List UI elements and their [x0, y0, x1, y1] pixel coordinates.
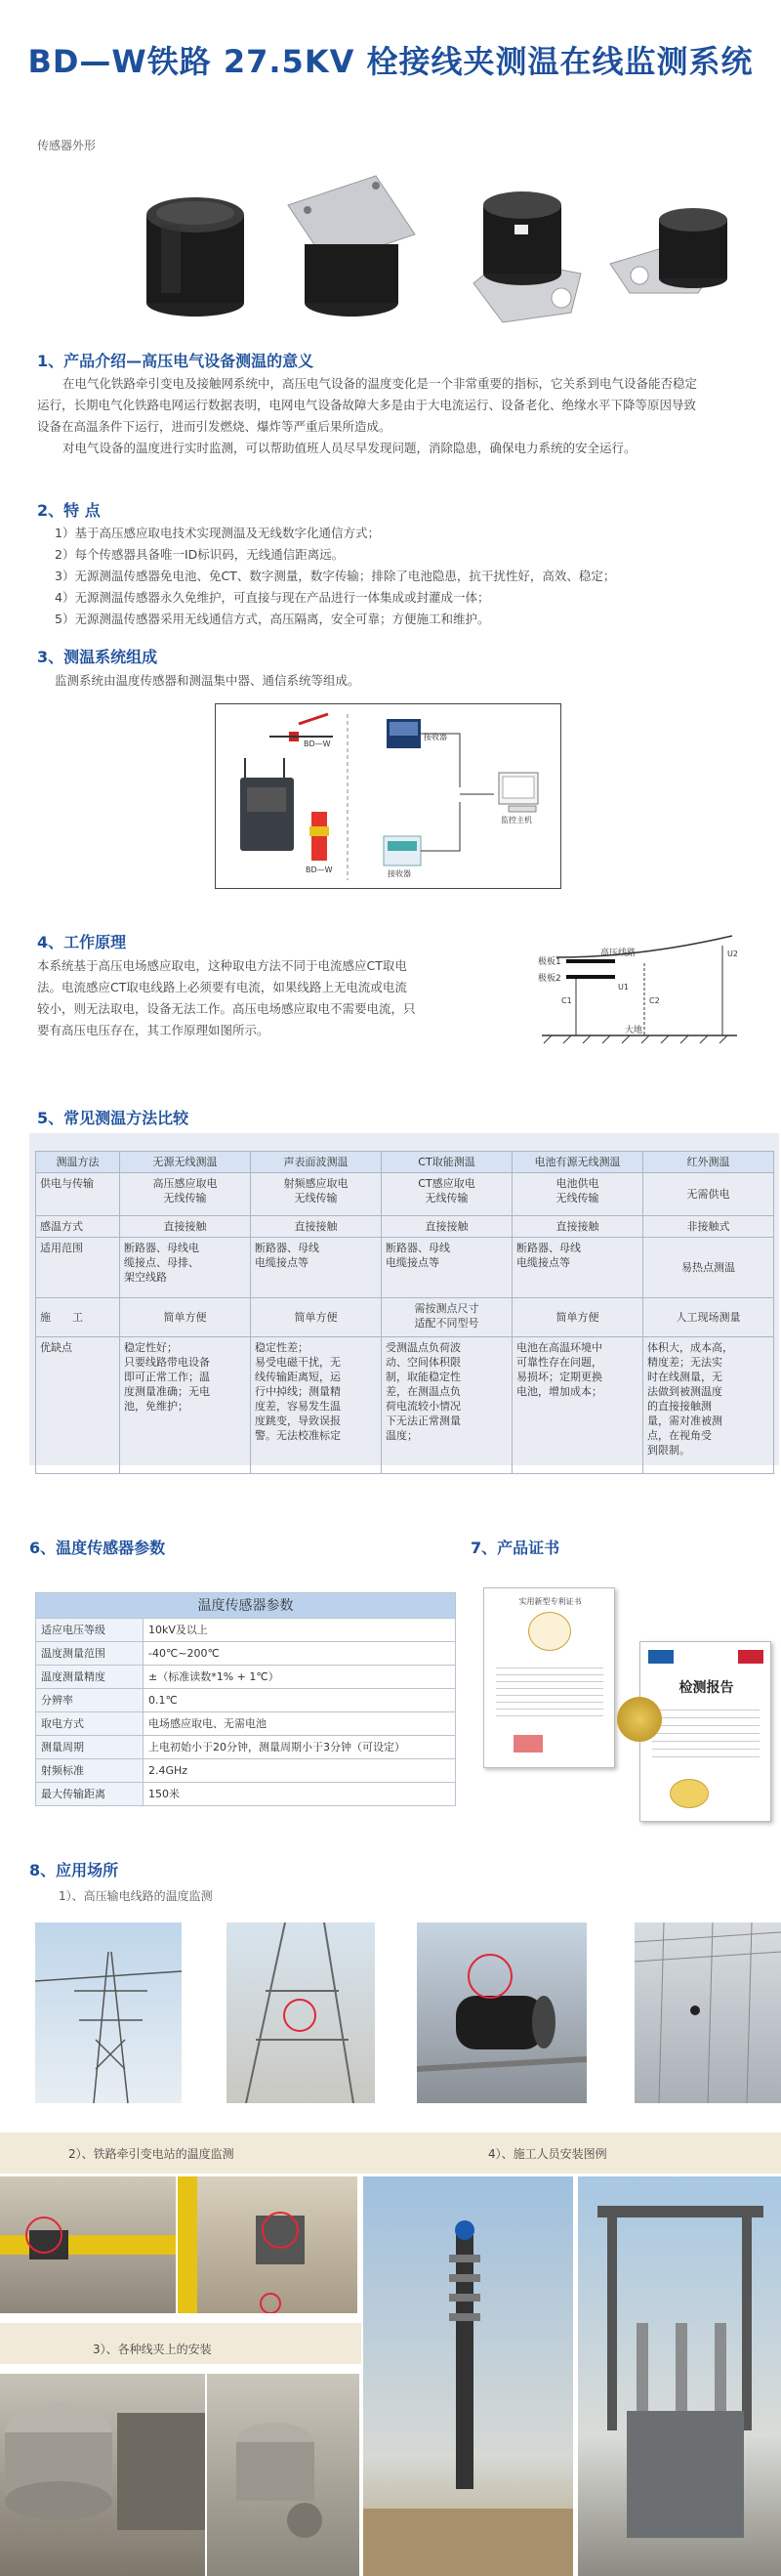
table-header-cell: 声表面波测温 — [251, 1152, 382, 1173]
param-value: 2.4GHz — [144, 1759, 456, 1783]
app-sub1: 1）、高压输电线路的温度监测 — [59, 1889, 213, 1903]
table-cell: 稳定性差； 易受电磁干扰，无 线传输距离短，运 行中掉线；测量精 度差，容易发生温 度跳变，导致误报 警。无法校准标定 — [251, 1337, 382, 1474]
test-report — [639, 1641, 771, 1822]
table-row — [36, 1238, 774, 1298]
table-cell: 断路器、母线 电缆接点等 — [513, 1238, 643, 1298]
principle-u2-label: U2 — [727, 950, 738, 958]
table-cell: 断路器、母线 电缆接点等 — [251, 1238, 382, 1298]
table-cell: 供电与传输 — [36, 1173, 120, 1216]
param-value: 上电初始小于20分钟，测量周期小于3分钟（可设定） — [144, 1736, 456, 1759]
table-cell: 无需供电 — [643, 1173, 774, 1216]
principle-ground-label: 大地 — [625, 1026, 643, 1035]
param-row — [36, 1666, 456, 1689]
section1-title: 1、产品介绍—高压电气设备测温的意义 — [37, 352, 314, 370]
feature-item: 1）基于高压感应取电技术实现测温及无线数字化通信方式； — [55, 526, 380, 540]
sensor-photo-2 — [268, 166, 425, 332]
param-value: 电场感应取电、无需电池 — [144, 1712, 456, 1736]
principle-c2-label: C2 — [649, 996, 660, 1005]
patent-certificate — [483, 1587, 615, 1768]
param-key: 温度测量精度 — [36, 1666, 144, 1689]
feature-item: 3）无源测温传感器免电池、免CT、数字测量，数字传输；排除了电池隐患，抗干扰性好，高效、稳定； — [55, 569, 616, 583]
table-cell: 简单方便 — [120, 1298, 251, 1337]
table-header-cell: 红外测温 — [643, 1152, 774, 1173]
section5-title: 5、常见测温方法比较 — [37, 1109, 189, 1127]
substation-photo-2 — [178, 2176, 357, 2313]
feature-item: 5）无源测温传感器采用无线通信方式，高压隔离，安全可靠；方便施工和维护。 — [55, 612, 490, 626]
table-cell: 简单方便 — [513, 1298, 643, 1337]
section1-body — [37, 373, 750, 459]
param-key: 适应电压等级 — [36, 1619, 144, 1642]
principle-diagram — [532, 928, 747, 1060]
table-cell: 优缺点 — [36, 1337, 120, 1474]
param-table-title: 温度传感器参数 — [36, 1593, 456, 1619]
principle-plate2-label: 极板2 — [538, 974, 561, 984]
param-row — [36, 1783, 456, 1806]
table-cell: 受测温点负荷波 动、空间体积限 制，取能稳定性 差，在测温点负 荷电流较小情况 下无法正常测量 温度； — [382, 1337, 513, 1474]
table-cell: 非接触式 — [643, 1216, 774, 1238]
table-cell: 断路器、母线 电缆接点等 — [382, 1238, 513, 1298]
app-sub4: 4）、施工人员安装图例 — [488, 2147, 607, 2161]
param-value: 10kV及以上 — [144, 1619, 456, 1642]
table-cell: 易热点测温 — [643, 1238, 774, 1298]
tower-photo-2 — [226, 1922, 375, 2103]
section7-title: 7、产品证书 — [471, 1539, 560, 1557]
section4-line: 法。电流感应CT取电线路上必须要有电流，如果线路上无电流或电流 — [37, 980, 407, 994]
table-cell: 电池供电 无线传输 — [513, 1173, 643, 1216]
section1-line: 设备在高温条件下运行，进而引发燃烧、爆炸等严重后果所造成。 — [37, 419, 391, 434]
table-row — [36, 1298, 774, 1337]
section1-line: 运行，长期电气化铁路电网运行数据表明，电网电气设备故障大多是由于大电流运行、设备老化、绝缘水平下降等原因导致 — [37, 398, 697, 412]
param-key: 射频标准 — [36, 1759, 144, 1783]
param-row — [36, 1736, 456, 1759]
param-row — [36, 1642, 456, 1666]
comparison-table — [35, 1151, 774, 1474]
section4-body — [37, 955, 496, 1041]
page-title: BD—W铁路 27.5KV 栓接线夹测温在线监测系统 — [27, 43, 754, 80]
sensor-photo-1 — [117, 166, 273, 332]
table-cell: 高压感应取电 无线传输 — [120, 1173, 251, 1216]
diagram-bdw-2: BD—W — [306, 866, 333, 874]
install-photo-2 — [207, 2374, 359, 2576]
sensor-photo-3 — [444, 166, 600, 332]
table-cell: 稳定性好； 只要线路带电设备 即可正常工作；温 度测量准确；无电 池，免维护； — [120, 1337, 251, 1474]
param-key: 最大传输距离 — [36, 1783, 144, 1806]
param-row — [36, 1689, 456, 1712]
table-cell: 需按测点尺寸 适配不同型号 — [382, 1298, 513, 1337]
table-cell: 电池在高温环境中 可靠性存在问题， 易损坏；定期更换 电池，增加成本； — [513, 1337, 643, 1474]
tower-photo-1 — [35, 1922, 182, 2103]
table-cell: 体积大，成本高， 精度差；无法实 时在线测量，无 法做到被测温度 的直接接触测 量，需对准被测 点，在视角受 到限制。 — [643, 1337, 774, 1474]
section1-line: 在电气化铁路牵引变电及接触网系统中，高压电气设备的温度变化是一个非常重要的指标，它关系到电气设备能否稳定 — [62, 376, 698, 391]
section3-text: 监测系统由温度传感器和测温集中器、通信系统等组成。 — [55, 673, 360, 688]
table-header-row — [36, 1152, 774, 1173]
appearance-label: 传感器外形 — [37, 139, 97, 152]
gold-seal — [617, 1697, 662, 1742]
table-cell: 断路器、母线电 缆接点、母排、 架空线路 — [120, 1238, 251, 1298]
principle-u1-label: U1 — [618, 983, 629, 992]
table-header-cell: CT取能测温 — [382, 1152, 513, 1173]
diagram-receiver-1: 接收器 — [424, 733, 447, 741]
section4-line: 要有高压电压存在，其工作原理如图所示。 — [37, 1023, 269, 1037]
param-key: 取电方式 — [36, 1712, 144, 1736]
section1-line: 对电气设备的温度进行实时监测，可以帮助值班人员尽早发现问题，消除隐患，确保电力系统的安全运行。 — [62, 441, 637, 455]
param-key: 测量周期 — [36, 1736, 144, 1759]
table-cell: 射频感应取电 无线传输 — [251, 1173, 382, 1216]
diagram-receiver-2: 接收器 — [388, 869, 411, 878]
table-cell: CT感应取电 无线传输 — [382, 1173, 513, 1216]
param-row — [36, 1759, 456, 1783]
feature-item: 2）每个传感器具备唯一ID标识码，无线通信距离远。 — [55, 547, 345, 562]
principle-plate1-label: 极板1 — [538, 957, 561, 967]
table-row — [36, 1216, 774, 1238]
table-cell: 人工现场测量 — [643, 1298, 774, 1337]
table-cell: 直接接触 — [382, 1216, 513, 1238]
table-cell: 直接接触 — [120, 1216, 251, 1238]
table-cell: 适用范围 — [36, 1238, 120, 1298]
cert1-title: 实用新型专利证书 — [518, 1597, 582, 1606]
param-value: 150米 — [144, 1783, 456, 1806]
section6-title: 6、温度传感器参数 — [29, 1539, 166, 1557]
section3-title: 3、测温系统组成 — [37, 648, 158, 666]
section4-line: 本系统基于高压电场感应取电，这种取电方法不同于电流感应CT取电 — [37, 958, 407, 973]
app-sub2: 2）、铁路牵引变电站的温度监测 — [68, 2147, 234, 2161]
table-cell: 简单方便 — [251, 1298, 382, 1337]
section4-title: 4、工作原理 — [37, 933, 127, 951]
table-cell: 直接接触 — [513, 1216, 643, 1238]
clamp-photo — [417, 1922, 587, 2103]
param-key: 分辨率 — [36, 1689, 144, 1712]
param-value: ±（标准读数*1% + 1℃） — [144, 1666, 456, 1689]
worker-photo-1 — [363, 2176, 573, 2576]
app-sub3: 3）、各种线夹上的安装 — [93, 2343, 212, 2356]
section8-title: 8、应用场所 — [29, 1861, 119, 1879]
install-photo-1 — [0, 2374, 205, 2576]
param-row — [36, 1712, 456, 1736]
param-key: 温度测量范围 — [36, 1642, 144, 1666]
worker-photo-2 — [578, 2176, 781, 2576]
cert2-title: 检测报告 — [678, 1680, 734, 1696]
section4-line: 较小，则无法取电，设备无法工作。高压电场感应取电不需要电流，只 — [37, 1001, 416, 1016]
table-cell: 施 工 — [36, 1298, 120, 1337]
table-row — [36, 1337, 774, 1474]
table-cell: 感温方式 — [36, 1216, 120, 1238]
principle-line-label: 高压线路 — [600, 949, 637, 958]
sensor-photo-4 — [600, 166, 757, 332]
line-photo — [635, 1922, 781, 2103]
param-value: -40℃~200℃ — [144, 1642, 456, 1666]
feature-item: 4）无源测温传感器永久免维护，可直接与现在产品进行一体集成或封灌成一体； — [55, 590, 490, 605]
diagram-bdw-1: BD—W — [304, 739, 331, 748]
param-row — [36, 1619, 456, 1642]
table-header-cell: 电池有源无线测温 — [513, 1152, 643, 1173]
diagram-host: 监控主机 — [501, 816, 532, 824]
principle-c1-label: C1 — [561, 996, 572, 1005]
system-diagram — [215, 703, 561, 889]
table-row — [36, 1173, 774, 1216]
section2-title: 2、特 点 — [37, 501, 101, 520]
param-value: 0.1℃ — [144, 1689, 456, 1712]
table-header-cell: 测温方法 — [36, 1152, 120, 1173]
features-list — [55, 523, 758, 630]
sensor-param-table — [35, 1592, 456, 1806]
table-header-cell: 无源无线测温 — [120, 1152, 251, 1173]
table-cell: 直接接触 — [251, 1216, 382, 1238]
substation-photo-1 — [0, 2176, 176, 2313]
